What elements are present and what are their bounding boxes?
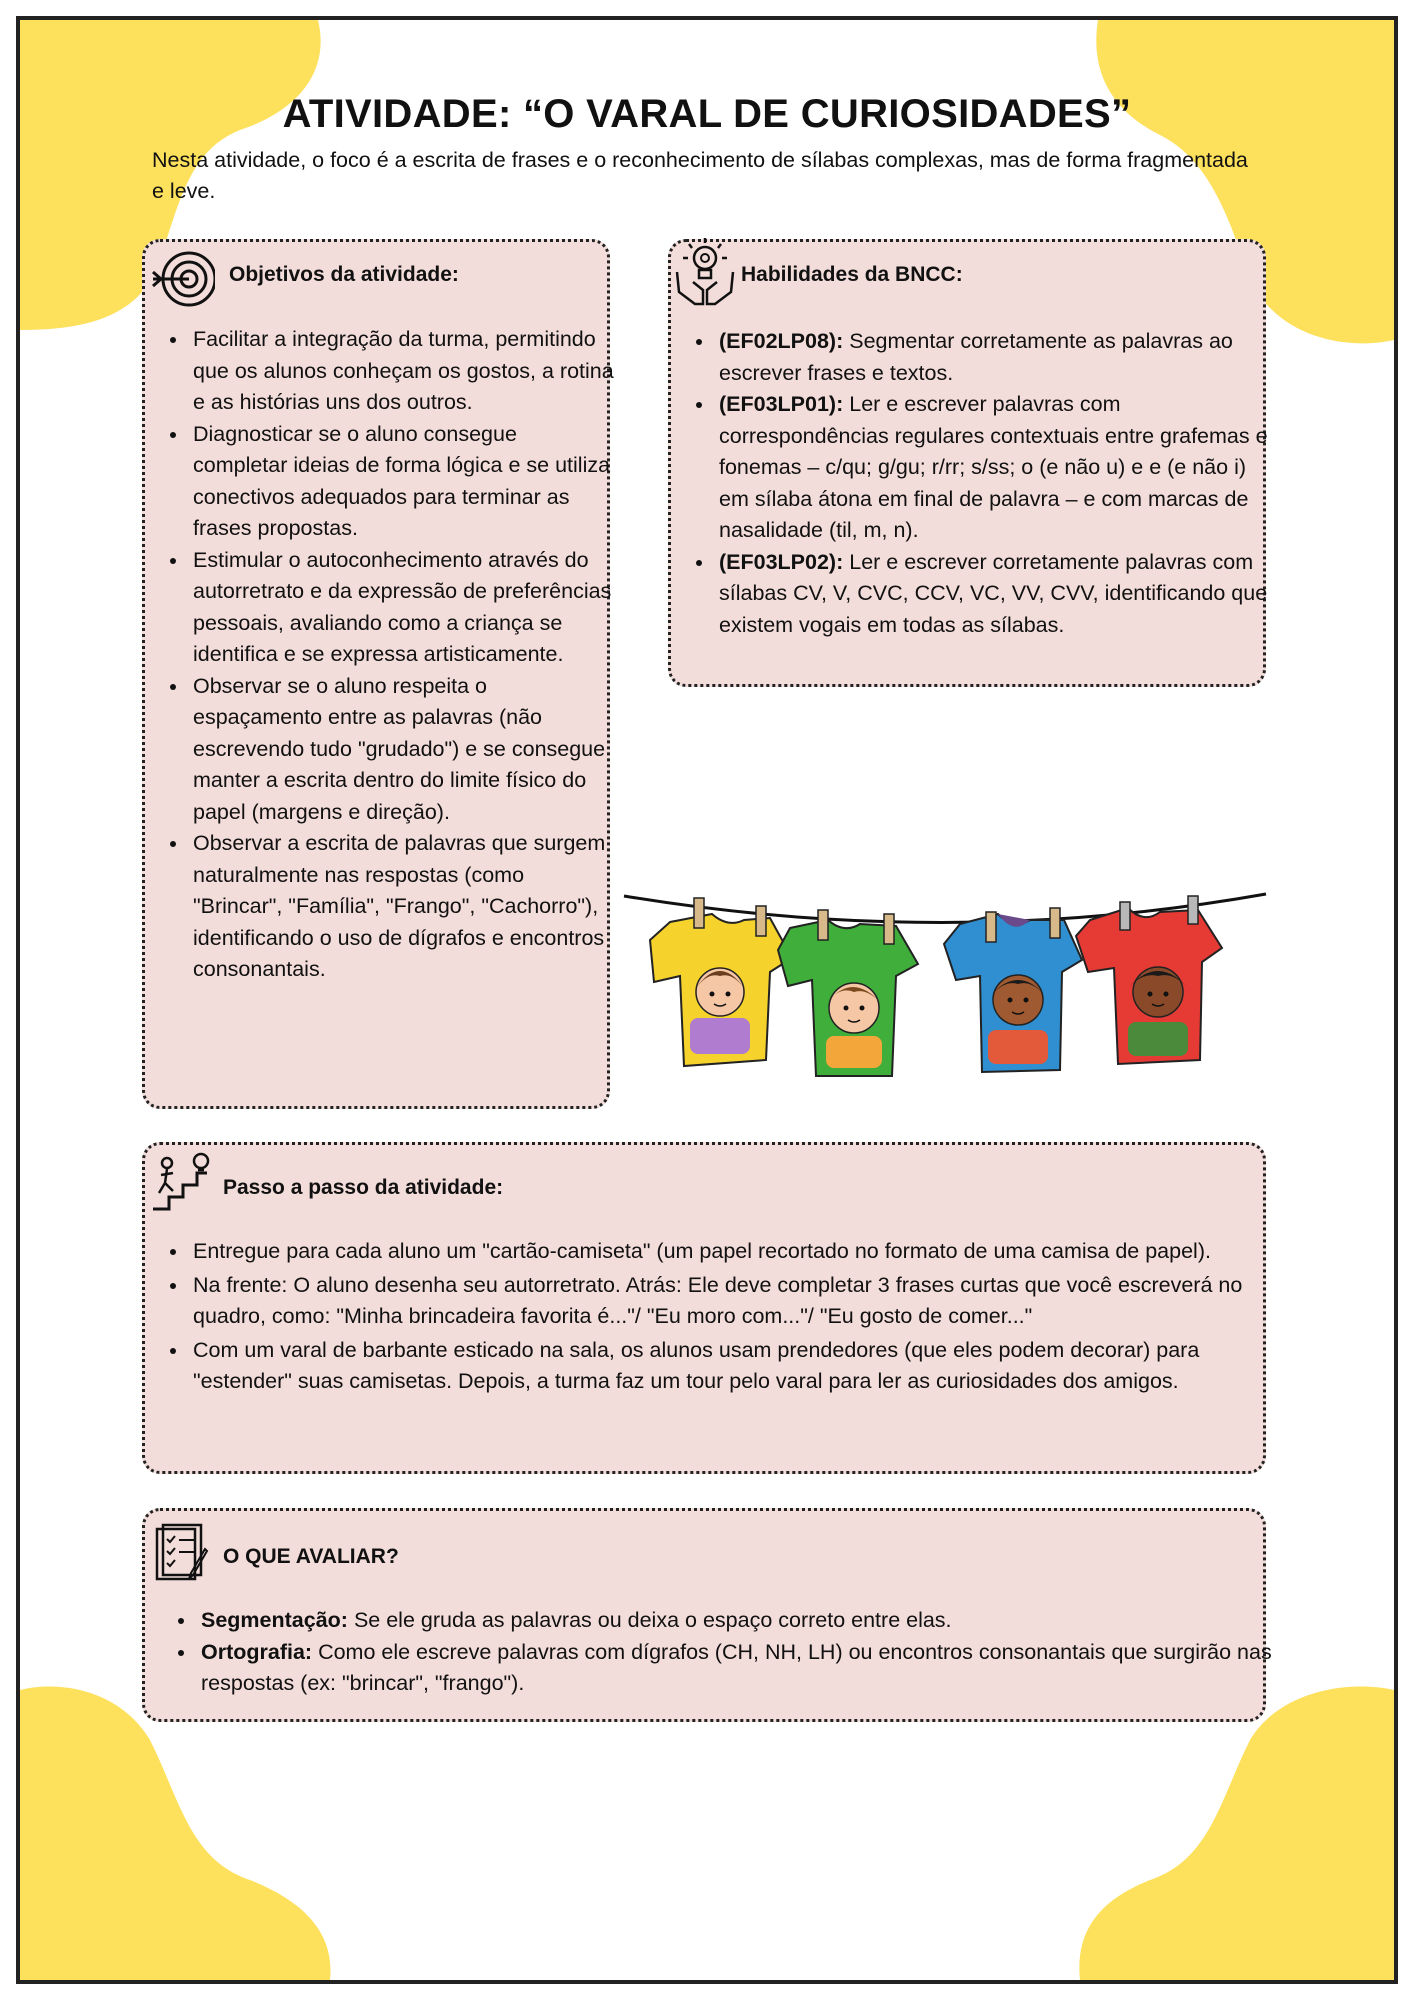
bncc-text: Ler e escrever corretamente palavras com sílabas CV, V, CVC, CCV, VC, VV, CVV, identificando que existem vogais em todas as sílabas.: [719, 549, 1268, 637]
evaluate-item: [197, 1637, 1277, 1700]
target-icon: [149, 246, 215, 312]
steps-title: Passo a passo da atividade:: [223, 1176, 504, 1199]
bncc-text: Ler e escrever palavras com correspondências regulares contextuais entre grafemas e fonemas – c/qu; g/gu; r/rr; s/ss; o (e não u) e e (e não i) em sílaba átona em final de palavra – e com marcas de nasalidade (til, m, n).: [719, 392, 1268, 542]
objectives-card: [142, 239, 614, 1109]
steps-list: [153, 1236, 1279, 1398]
evaluate-item: [197, 1605, 1277, 1637]
bncc-item: [715, 389, 1275, 547]
shirt-green: [778, 920, 918, 1076]
evaluate-text: Se ele gruda as palavras ou deixa o espaço correto entre elas.: [347, 1608, 952, 1632]
step-item: • Com um varal de barbante esticado na sala, os alunos usam prendedores (que eles podem decorar) para "estender" suas camisetas. Depois, a turma faz um tour pelo varal para ler as curiosidades dos amigos.: [189, 1335, 1279, 1398]
bncc-item: [715, 326, 1275, 389]
intro-text: Nesta atividade, o foco é a escrita de frases e o reconhecimento de sílabas complexas, mas de forma fragmentada e leve.: [152, 148, 1248, 203]
objectives-title: Objetivos da atividade:: [229, 263, 459, 286]
evaluate-label: Ortografia:: [201, 1639, 313, 1664]
bncc-code: (EF03LP02):: [719, 549, 844, 574]
objective-item: • Facilitar a integração da turma, permitindo que os alunos conheçam os gostos, a rotina e as histórias uns dos outros.: [189, 324, 617, 419]
stairs-lightbulb-icon: [149, 1149, 215, 1215]
shirt-red: [1076, 908, 1222, 1064]
shirt-blue: [944, 914, 1082, 1072]
bncc-code: (EF02LP08):: [719, 329, 844, 353]
objective-item: • Estimular o autoconhecimento através do autorretrato e da expressão de preferências pessoais, avaliando como a criança se identifica e se expressa artisticamente.: [189, 545, 617, 671]
lightbulb-hands-icon: [673, 236, 737, 310]
checklist-icon: [149, 1523, 215, 1589]
evaluate-label: Segmentação:: [201, 1608, 348, 1632]
bncc-item: [715, 547, 1275, 642]
clothesline-shirts-illustration: [620, 880, 1270, 1120]
bncc-list: [679, 326, 1275, 641]
step-item: • Na frente: O aluno desenha seu autorretrato. Atrás: Ele deve completar 3 frases curtas que você escreverá no quadro, como: "Minha brincadeira favorita é..."/ "Eu moro com..."/ "Eu gosto de comer...": [189, 1270, 1279, 1333]
evaluate-text: Como ele escreve palavras com dígrafos (CH, NH, LH) ou encontros consonantais que surgirão nas respostas (ex: "brincar", "frango").: [201, 1639, 1272, 1695]
objective-item: • Observar a escrita de palavras que surgem naturalmente nas respostas (como "Brincar", "Família", "Frango", "Cachorro"), identificando o uso de dígrafos e encontros consonantais.: [189, 828, 617, 986]
objective-item: • Observar se o aluno respeita o espaçamento entre as palavras (não escrevendo tudo "grudado") e se consegue manter a escrita dentro do limite físico do papel (margens e direção).: [189, 671, 617, 829]
page-title: ATIVIDADE: “O VARAL DE CURIOSIDADES”: [282, 92, 1132, 136]
evaluate-list: [161, 1605, 1277, 1700]
step-item: • Entregue para cada aluno um "cartão-camiseta" (um papel recortado no formato de uma camisa de papel).: [189, 1236, 1279, 1268]
bncc-card: [668, 239, 1266, 687]
bncc-title: Habilidades da BNCC:: [741, 263, 963, 286]
bncc-text: Segmentar corretamente as palavras ao escrever frases e textos.: [719, 329, 1233, 385]
bncc-code: (EF03LP01):: [719, 392, 844, 416]
objectives-list: [153, 324, 617, 986]
evaluate-card: [142, 1508, 1272, 1722]
shirt-yellow: [650, 914, 792, 1066]
objective-item: • Diagnosticar se o aluno consegue completar ideias de forma lógica e se utiliza conectivos adequados para terminar as frases propostas.: [189, 419, 617, 545]
steps-card: [142, 1142, 1266, 1474]
evaluate-title: O QUE AVALIAR?: [223, 1545, 399, 1568]
